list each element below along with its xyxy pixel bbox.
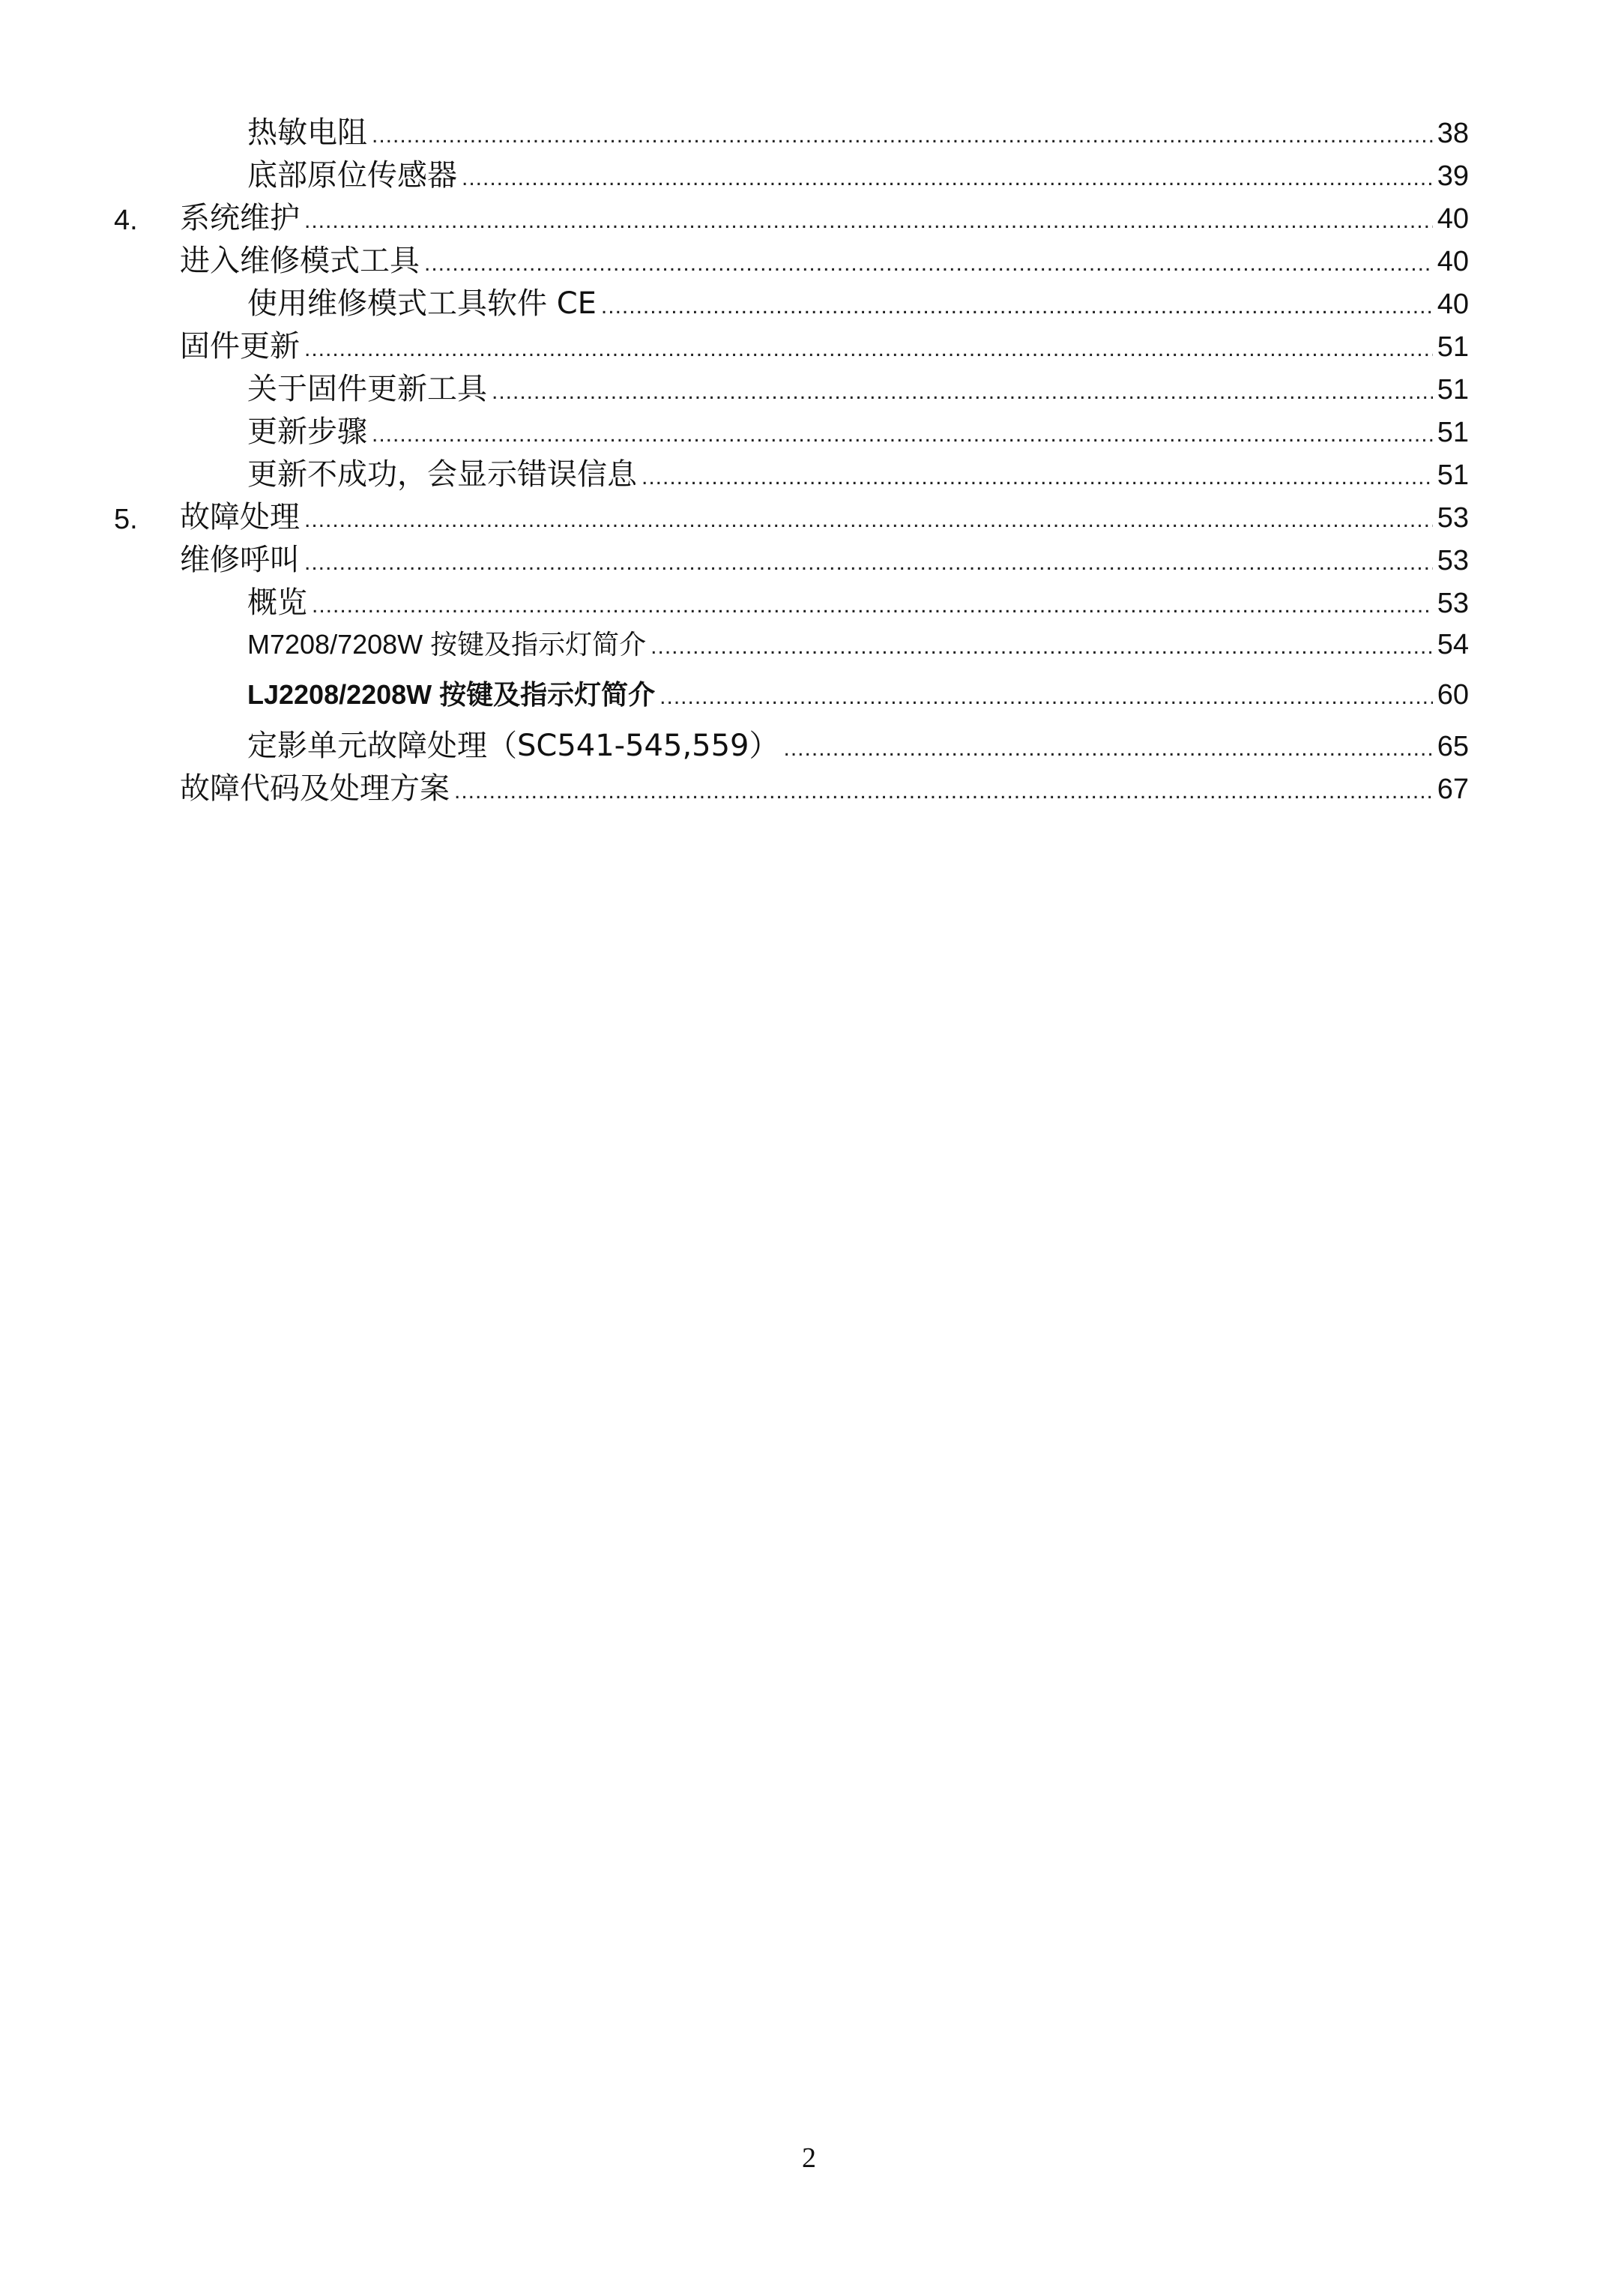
toc-entry[interactable] xyxy=(247,731,1469,761)
toc-entry-title: 定影单元故障处理（SC541-545,559） xyxy=(247,729,779,763)
toc-entry-page: 67 xyxy=(1437,774,1469,805)
toc-entry-title: LJ2208/2208W 按键及指示灯简介 xyxy=(247,679,656,710)
toc-entry[interactable] xyxy=(180,246,1469,276)
toc-leader-dots xyxy=(312,594,1433,617)
toc-leader-dots xyxy=(650,636,1433,658)
toc-entry-page: 60 xyxy=(1437,679,1469,711)
toc-leader-dots xyxy=(492,381,1433,403)
toc-leader-dots xyxy=(784,738,1433,760)
toc-entry[interactable] xyxy=(180,771,1469,806)
toc-entry-page: 53 xyxy=(1437,545,1469,576)
toc-entry-title: 故障处理 xyxy=(180,500,300,534)
toc-entry[interactable] xyxy=(247,374,1469,404)
toc-entry-page: 40 xyxy=(1437,289,1469,320)
toc-entry-title: 热敏电阻 xyxy=(247,115,367,150)
toc-entry-title: 维修呼叫 xyxy=(180,543,300,577)
toc-entry-title: 系统维护 xyxy=(180,201,300,235)
toc-entry[interactable] xyxy=(247,457,1469,492)
toc-entry[interactable] xyxy=(247,630,1469,659)
toc-entry-title: 关于固件更新工具 xyxy=(247,372,487,406)
toc-entry-page: 51 xyxy=(1437,417,1469,448)
toc-entry-page: 53 xyxy=(1437,588,1469,619)
page-number: 2 xyxy=(802,2142,816,2174)
toc-section-number: 5. xyxy=(114,504,138,535)
toc-entry[interactable] xyxy=(180,329,1469,364)
toc-entry[interactable] xyxy=(247,681,1469,709)
toc-leader-dots xyxy=(601,295,1433,318)
toc-entry[interactable] xyxy=(247,286,1469,321)
toc-entry[interactable] xyxy=(247,417,1469,447)
toc-entry-title: 固件更新 xyxy=(180,329,300,364)
toc-entry[interactable] xyxy=(247,158,1469,193)
toc-entry[interactable] xyxy=(247,115,1469,150)
toc-entry-title: 进入维修模式工具 xyxy=(180,244,420,278)
toc-entry-title: 故障代码及处理方案 xyxy=(180,771,450,806)
toc-leader-dots xyxy=(454,780,1433,803)
toc-entry-page: 51 xyxy=(1437,331,1469,363)
toc-leader-dots xyxy=(304,552,1433,574)
toc-entry-title: 使用维修模式工具软件 CE xyxy=(247,286,597,321)
toc-leader-dots xyxy=(372,124,1433,147)
toc-leader-dots xyxy=(304,509,1433,531)
toc-entry-title: 更新不成功，会显示错误信息 xyxy=(247,457,637,492)
toc-entry-page: 40 xyxy=(1437,203,1469,235)
toc-leader-dots xyxy=(304,210,1433,232)
toc-entry-title: 更新步骤 xyxy=(247,415,367,449)
toc-entry[interactable] xyxy=(180,203,1469,233)
toc-entry-page: 53 xyxy=(1437,502,1469,534)
toc-entry[interactable] xyxy=(180,502,1469,532)
toc-entry-page: 39 xyxy=(1437,160,1469,192)
toc-entry-page: 40 xyxy=(1437,246,1469,277)
toc-entry-title: 底部原位传感器 xyxy=(247,158,457,193)
toc-entry-page: 51 xyxy=(1437,459,1469,491)
toc-entry-page: 65 xyxy=(1437,731,1469,762)
toc-entry-page: 38 xyxy=(1437,118,1469,149)
toc-entry[interactable] xyxy=(247,585,1469,620)
toc-entry-page: 51 xyxy=(1437,374,1469,406)
toc-leader-dots xyxy=(462,167,1433,190)
toc-leader-dots xyxy=(642,466,1433,489)
toc-section-number: 4. xyxy=(114,205,138,236)
toc-entry[interactable] xyxy=(180,545,1469,575)
toc-entry-page: 54 xyxy=(1437,629,1469,660)
toc-leader-dots xyxy=(659,686,1433,708)
toc-leader-dots xyxy=(424,253,1433,275)
toc-entry-title: 概览 xyxy=(247,585,307,620)
toc-entry-title: M7208/7208W 按键及指示灯简介 xyxy=(247,629,647,660)
toc-leader-dots xyxy=(372,424,1433,446)
toc-leader-dots xyxy=(304,338,1433,361)
